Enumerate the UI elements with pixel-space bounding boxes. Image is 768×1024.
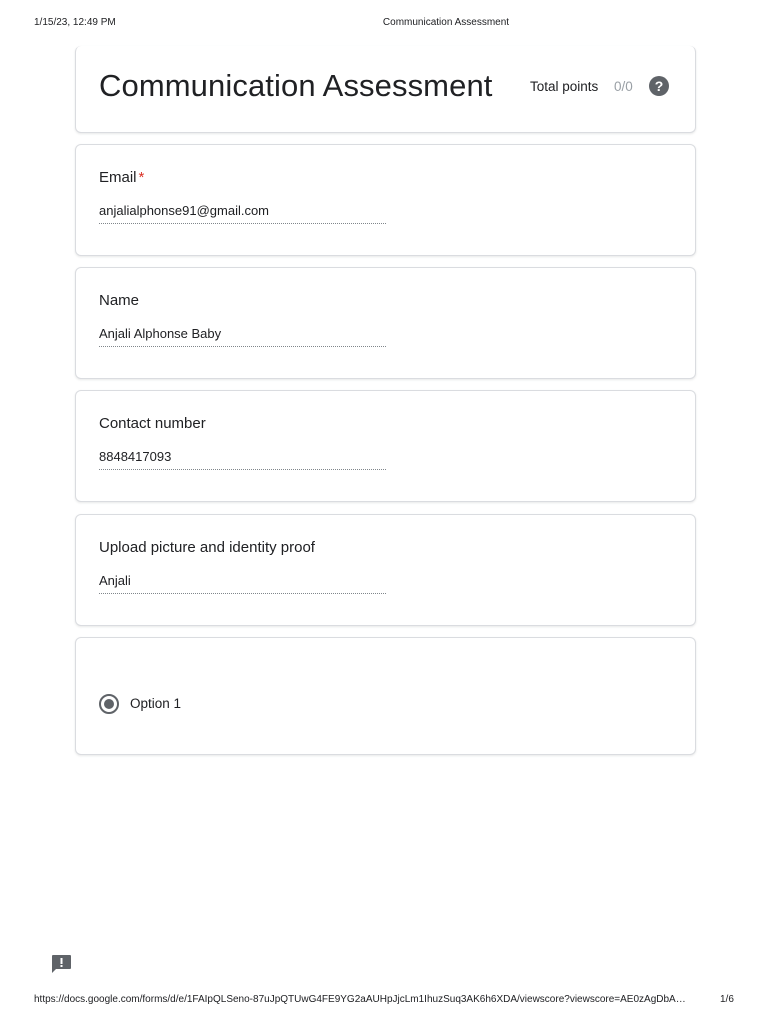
print-url: https://docs.google.com/forms/d/e/1FAIpQLSeno-87uJpQTUwG4FE9YG2aAUHpJjcLm1IhuzSuq3AK6h6XDA/viewscore?viewscore=AE0zAgDbA… bbox=[34, 994, 686, 1005]
question-label-text: Email bbox=[99, 169, 137, 186]
print-title: Communication Assessment bbox=[382, 17, 510, 28]
question-card-choice bbox=[75, 637, 696, 755]
help-icon[interactable]: ? bbox=[649, 76, 669, 96]
option-1-label: Option 1 bbox=[130, 696, 182, 711]
question-card-email bbox=[75, 144, 696, 256]
form-title: Communication Assessment bbox=[99, 68, 493, 103]
option-1-radio[interactable] bbox=[99, 694, 119, 714]
print-datetime: 1/15/23, 12:49 PM bbox=[34, 17, 116, 28]
question-label-upload: Upload picture and identity proof bbox=[99, 539, 315, 556]
question-card-contact-number bbox=[75, 390, 696, 502]
radio-selected-dot bbox=[104, 699, 114, 709]
question-label-name: Name bbox=[99, 292, 140, 309]
feedback-icon[interactable] bbox=[50, 954, 72, 974]
email-answer: anjalialphonse91@gmail.com bbox=[99, 203, 386, 224]
print-header bbox=[0, 17, 768, 31]
form-header-card bbox=[75, 46, 696, 133]
required-asterisk: * bbox=[138, 169, 145, 186]
total-points-value: 0/0 bbox=[614, 79, 633, 94]
contact-number-answer: 8848417093 bbox=[99, 449, 386, 470]
upload-answer: Anjali bbox=[99, 573, 386, 594]
page-number: 1/6 bbox=[720, 994, 734, 1005]
question-label-email bbox=[99, 169, 144, 186]
name-answer: Anjali Alphonse Baby bbox=[99, 326, 386, 347]
total-points-label: Total points bbox=[530, 79, 599, 94]
question-card-upload bbox=[75, 514, 696, 626]
question-label-contact-number: Contact number bbox=[99, 415, 206, 432]
question-card-name bbox=[75, 267, 696, 379]
